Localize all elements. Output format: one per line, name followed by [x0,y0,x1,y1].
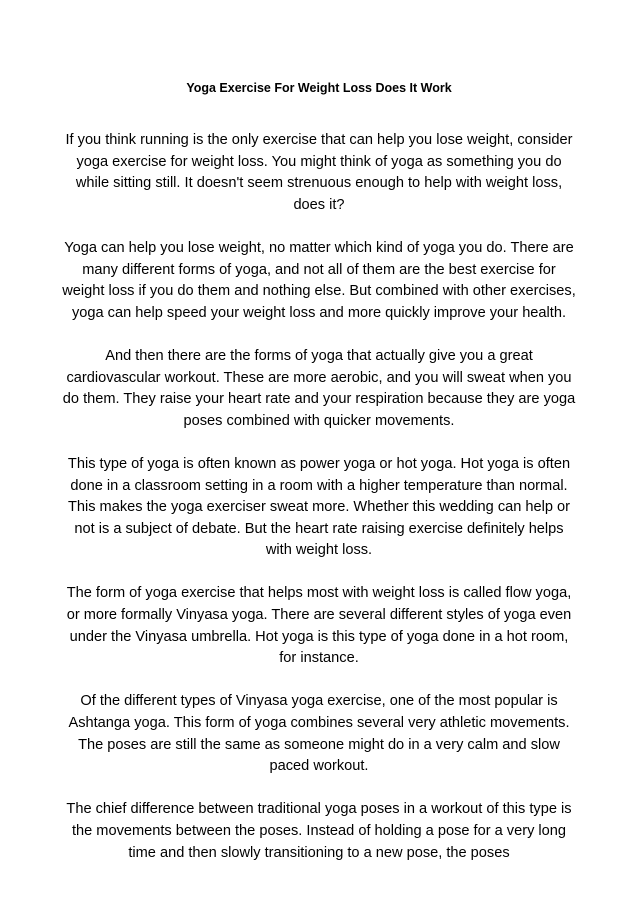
paragraph: This type of yoga is often known as power yoga or hot yoga. Hot yoga is often done in a classroom setting in a room with a higher temperature than normal. This makes the yoga exerciser sweat more. Whether this wedding can help or not is a subject of debate. But the heart rate raising exercise definitely helps with weight loss. [67,455,571,559]
paragraph: Of the different types of Vinyasa yoga exercise, one of the most popular is Ashtanga yoga. This form of yoga combines several very athletic movements. The poses are still the same as someone might do in a very calm and slow paced workout. [68,693,570,775]
document-title: Yoga Exercise For Weight Loss Does It Work [186,81,452,95]
paragraph: The form of yoga exercise that helps most with weight loss is called flow yoga, or more formally Vinyasa yoga. There are several different styles of yoga even under the Vinyasa umbrella. Hot yoga is this type of yoga done in a hot room, for instance. [66,585,572,667]
paragraph: Yoga can help you lose weight, no matter which kind of yoga you do. There are many different forms of yoga, and not all of them are the best exercise for weight loss if you do them and nothing else. But combined with other exercises, yoga can help speed your weight loss and more quickly improve your health. [62,239,576,321]
paragraph: And then there are the forms of yoga that actually give you a great cardiovascular workout. These are more aerobic, and you will sweat when you do them. They raise your heart rate and your respiration because they are yoga poses combined with quicker movements. [62,347,576,429]
document-body [62,130,576,886]
paragraph: The chief difference between traditional yoga poses in a workout of this type is the movements between the poses. Instead of holding a pose for a very long time and then slowly transitioning to a new pose, the poses [66,801,572,861]
paragraph: If you think running is the only exercise that can help you lose weight, consider yoga exercise for weight loss. You might think of yoga as something you do while sitting still. It doesn't seem strenuous enough to help with weight loss, does it? [65,132,573,213]
